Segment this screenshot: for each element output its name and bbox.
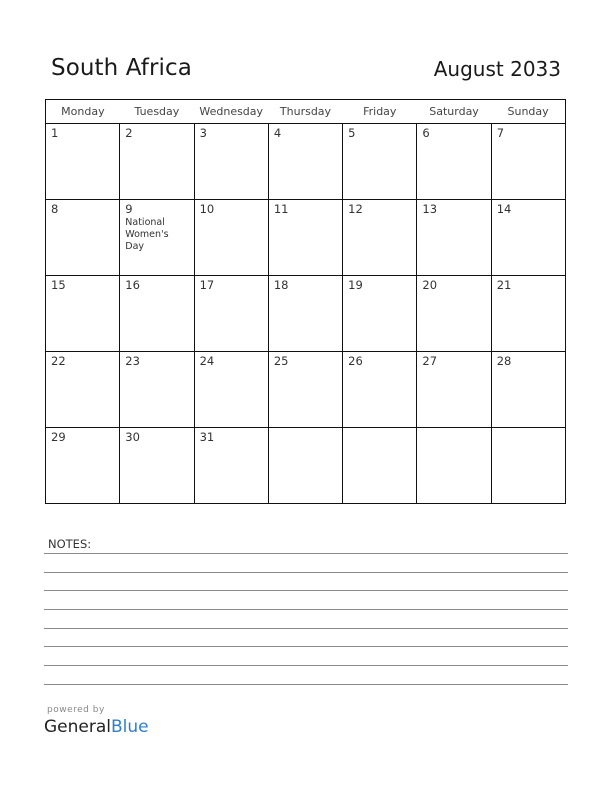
day-number: 26	[348, 354, 363, 368]
weekday-header: Saturday	[417, 100, 491, 124]
day-cell[interactable]	[491, 124, 565, 200]
day-number: 19	[348, 278, 363, 292]
day-number: 21	[496, 278, 512, 292]
weekday-header: Monday	[46, 100, 120, 124]
week-row	[46, 428, 566, 504]
day-cell[interactable]	[194, 352, 268, 428]
day-cell[interactable]	[268, 200, 342, 276]
generalblue-logo	[44, 717, 149, 737]
day-number: 13	[422, 202, 438, 216]
notes-line	[44, 646, 568, 647]
weekday-header: Wednesday	[194, 100, 268, 124]
day-number: 7	[496, 126, 505, 140]
day-cell[interactable]	[120, 428, 194, 504]
empty-day-cell	[417, 428, 491, 504]
day-cell[interactable]	[46, 200, 120, 276]
notes-line	[44, 684, 568, 685]
week-row	[46, 276, 566, 352]
day-cell[interactable]	[194, 200, 268, 276]
day-cell[interactable]	[491, 276, 565, 352]
day-number: 3	[199, 126, 207, 140]
powered-by-text: powered by	[47, 705, 105, 715]
weekday-header: Thursday	[268, 100, 342, 124]
day-cell[interactable]	[46, 124, 120, 200]
day-cell[interactable]	[491, 352, 565, 428]
day-number: 27	[422, 354, 438, 368]
empty-day-cell	[491, 428, 565, 504]
weekday-header-row	[46, 100, 566, 124]
day-number: 23	[125, 354, 140, 368]
notes-line	[44, 590, 568, 591]
day-cell[interactable]	[417, 352, 491, 428]
day-cell[interactable]	[46, 352, 120, 428]
day-cell[interactable]	[194, 276, 268, 352]
day-number: 24	[199, 354, 215, 368]
day-number: 9	[125, 202, 133, 216]
day-number: 10	[199, 202, 215, 216]
day-cell[interactable]	[194, 428, 268, 504]
day-number: 11	[273, 202, 289, 216]
notes-line	[44, 572, 568, 573]
day-cell[interactable]	[343, 352, 417, 428]
day-cell[interactable]	[417, 200, 491, 276]
empty-day-cell	[268, 428, 342, 504]
week-row	[46, 352, 566, 428]
day-cell[interactable]	[120, 200, 194, 276]
month-year-label: August 2033	[433, 57, 561, 81]
notes-line	[44, 665, 568, 666]
notes-line	[44, 628, 568, 629]
weekday-header: Friday	[343, 100, 417, 124]
day-number: 6	[422, 126, 430, 140]
notes-line	[44, 609, 568, 610]
day-number: 30	[125, 430, 140, 444]
page-title: South Africa	[51, 55, 192, 81]
day-cell[interactable]	[120, 352, 194, 428]
day-number: 16	[125, 278, 140, 292]
day-number: 20	[422, 278, 438, 292]
day-cell[interactable]	[343, 276, 417, 352]
week-row	[46, 124, 566, 200]
day-cell[interactable]	[194, 124, 268, 200]
day-number: 31	[199, 430, 215, 444]
day-number: 25	[273, 354, 289, 368]
weekday-header: Tuesday	[120, 100, 194, 124]
day-number: 4	[273, 126, 282, 140]
day-number: 22	[51, 354, 66, 368]
calendar-grid	[45, 99, 566, 504]
brand-blue: Blue	[111, 717, 149, 737]
day-cell[interactable]	[268, 124, 342, 200]
day-cell[interactable]	[417, 124, 491, 200]
day-cell[interactable]	[343, 200, 417, 276]
day-number: 29	[51, 430, 66, 444]
notes-line	[44, 553, 568, 554]
day-cell[interactable]	[268, 276, 342, 352]
day-number: 12	[348, 202, 363, 216]
empty-day-cell	[343, 428, 417, 504]
day-cell[interactable]	[268, 352, 342, 428]
weekday-header: Sunday	[491, 100, 565, 124]
day-number: 15	[51, 278, 66, 292]
day-cell[interactable]	[46, 276, 120, 352]
day-number: 28	[496, 354, 512, 368]
day-number: 17	[199, 278, 215, 292]
day-number: 18	[273, 278, 289, 292]
day-number: 8	[51, 202, 59, 216]
day-cell[interactable]	[120, 124, 194, 200]
holiday-label: National Women's Day	[125, 217, 169, 252]
notes-label: NOTES:	[48, 537, 92, 551]
day-number: 5	[348, 126, 356, 140]
day-cell[interactable]	[491, 200, 565, 276]
day-number: 14	[496, 202, 512, 216]
day-number: 1	[51, 126, 59, 140]
day-cell[interactable]	[120, 276, 194, 352]
day-number: 2	[125, 126, 133, 140]
day-cell[interactable]	[417, 276, 491, 352]
day-cell[interactable]	[343, 124, 417, 200]
week-row	[46, 200, 566, 276]
day-cell[interactable]	[46, 428, 120, 504]
brand-general: General	[44, 717, 111, 737]
